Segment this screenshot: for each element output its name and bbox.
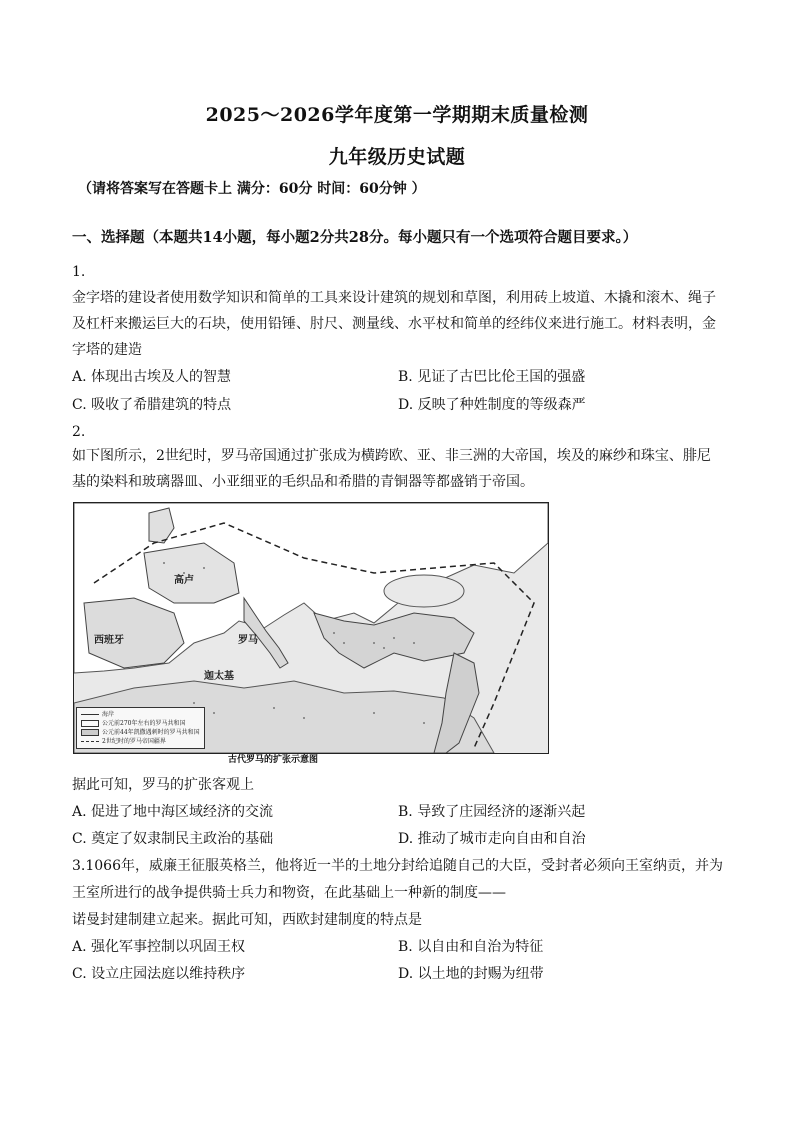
q2-number: 2. [72,424,86,440]
exam-subtitle: 九年级历史试题 [328,146,466,168]
q1-stem-line-2: 及杠杆来搬运巨大的石块，使用铅锤、肘尺、测量线、水平杖和简单的经纬仪来进行施工。材料表明，金 [72,316,716,332]
q1-option-c: C. 吸收了希腊建筑的特点 [72,397,232,413]
q1-option-a: A. 体现出古埃及人的智慧 [72,369,232,385]
q3-option-b: B. 以自由和自治为特征 [398,939,544,955]
q3-stem-line-3: 诺曼封建制建立起来。据此可知，西欧封建制度的特点是 [72,912,422,928]
map-label-rome: 罗马 [238,635,258,646]
q2-stem-line-2: 基的染料和玻璃器皿、小亚细亚的毛织品和希腊的青铜器等都盛销于帝国。 [72,474,534,490]
q3-option-c: C. 设立庄园法庭以维持秩序 [72,966,246,982]
q2-option-d: D. 推动了城市走向自由和自治 [398,831,586,847]
q3-option-a: A. 强化军事控制以巩固王权 [72,939,246,955]
q3-option-d: D. 以土地的封赐为纽带 [398,966,544,982]
q2-option-c: C. 奠定了奴隶制民主政治的基础 [72,831,274,847]
map-label-gaul: 高卢 [174,575,194,586]
legend-item: 海岸 [81,710,200,719]
exam-note: （请将答案写在答题卡上 满分：60分 时间：60分钟 ） [78,181,426,197]
q1-option-d: D. 反映了种姓制度的等级森严 [398,397,586,413]
exam-title: 2025～2026学年度第一学期期末质量检测 [205,104,589,126]
section-heading: 一、选择题（本题共14小题，每小题2分共28分。每小题只有一个选项符合题目要求。） [72,229,638,246]
map-caption: 古代罗马的扩张示意图 [228,755,319,765]
q2-stem-line-1: 如下图所示，2世纪时，罗马帝国通过扩张成为横跨欧、亚、非三洲的大帝国，埃及的麻纱和珠宝、腓尼 [72,448,711,464]
q2-after-map: 据此可知，罗马的扩张客观上 [72,777,254,793]
q1-stem-line-3: 字塔的建造 [72,342,142,358]
rome-expansion-map [73,502,549,754]
legend-item: 2世纪时的罗马帝国疆界 [81,737,200,746]
q3-stem-line-2: 王室所进行的战争提供骑士兵力和物资，在此基础上一种新的制度—— [72,885,506,901]
q2-option-a: A. 促进了地中海区域经济的交流 [72,804,274,820]
q3-stem-line-1: 3.1066年，威廉王征服英格兰，他将近一半的土地分封给追随自己的大臣，受封者必须向王室纳贡，并为 [72,858,723,874]
q1-number: 1. [72,264,86,280]
map-label-carthage: 迦太基 [204,671,234,682]
legend-item: 公元前270年左右的罗马共和国 [81,719,200,728]
map-legend [76,707,205,749]
q1-stem-line-1: 金字塔的建设者使用数学知识和简单的工具来设计建筑的规划和草图，利用砖上坡道、木撬和滚木、绳子 [72,290,716,306]
legend-item: 公元前44年凯撒遇刺时的罗马共和国 [81,728,200,737]
q2-option-b: B. 导致了庄园经济的逐渐兴起 [398,804,586,820]
map-label-spain: 西班牙 [94,635,124,646]
q1-option-b: B. 见证了古巴比伦王国的强盛 [398,369,586,385]
